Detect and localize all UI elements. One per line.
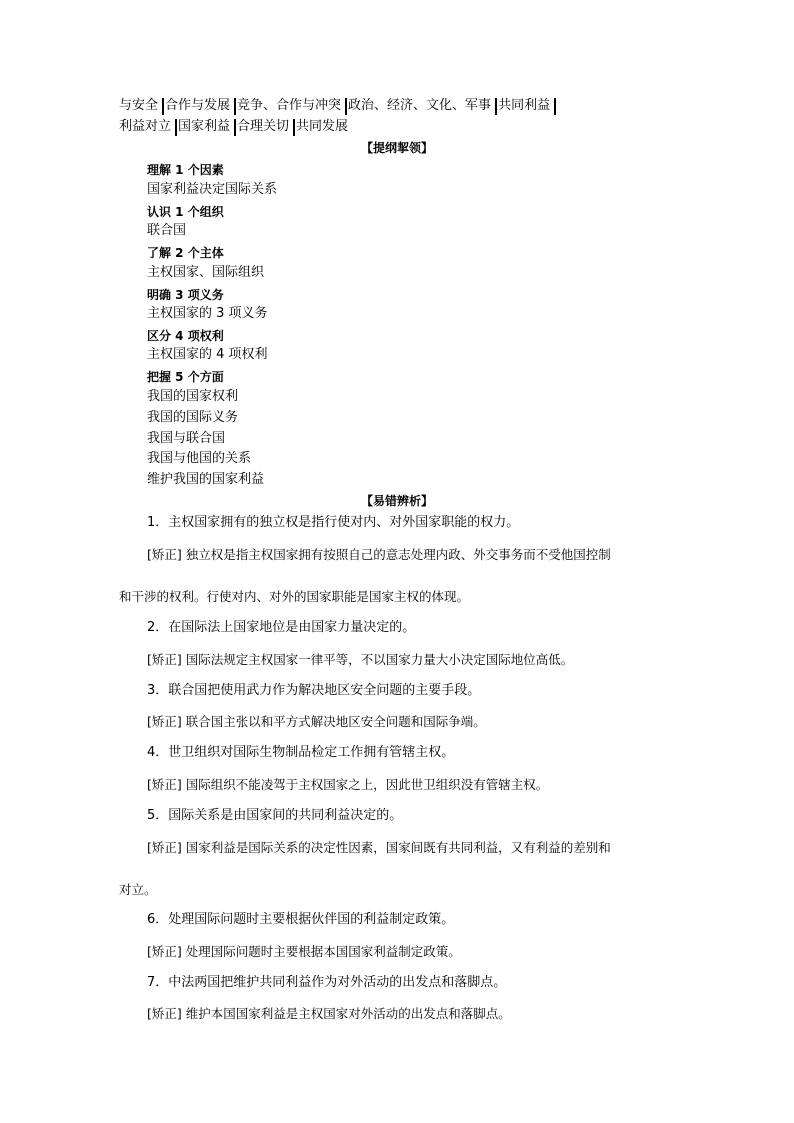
error-question: 4．世卫组织对国际生物制品检定工作拥有管辖主权。 bbox=[147, 745, 455, 760]
correction-line bbox=[147, 944, 461, 960]
correction-line bbox=[147, 714, 486, 730]
section-title-outline: 【提纲挈领】 bbox=[360, 141, 433, 155]
outline-head: 认识 1 个组织 bbox=[147, 205, 224, 219]
correction-tag: [矫正] bbox=[147, 652, 182, 667]
correction-text: 国际法规定主权国家一律平等，不以国家力量大小决定国际地位高低。 bbox=[185, 652, 574, 667]
blank-box-icon bbox=[162, 98, 164, 115]
correction-continuation: 对立。 bbox=[119, 882, 157, 897]
keyword: 国家利益 bbox=[178, 119, 231, 134]
correction-text: 独立权是指主权国家拥有按照自己的意志处理内政、外交事务而不受他国控制 bbox=[185, 547, 611, 562]
outline-body: 国家利益决定国际关系 bbox=[147, 182, 278, 197]
blank-box-icon bbox=[175, 119, 177, 136]
correction-text: 国际组织不能凌驾于主权国家之上，因此世卫组织没有管辖主权。 bbox=[185, 777, 549, 792]
correction-line bbox=[147, 547, 611, 563]
outline-body: 主权国家的 4 项权利 bbox=[147, 347, 268, 362]
correction-text: 国家利益是国际关系的决定性因素，国家间既有共同利益，又有利益的差别和 bbox=[185, 840, 611, 855]
correction-line bbox=[147, 840, 611, 856]
blank-box-icon bbox=[554, 98, 556, 115]
error-question: 7．中法两国把维护共同利益作为对外活动的出发点和落脚点。 bbox=[147, 975, 507, 990]
keyword: 政治、经济、文化、军事 bbox=[348, 98, 492, 113]
outline-body: 我国的国际义务 bbox=[147, 410, 239, 425]
outline-body: 维护我国的国家利益 bbox=[147, 472, 265, 487]
outline-head: 明确 3 项义务 bbox=[147, 288, 224, 302]
outline-body: 主权国家、国际组织 bbox=[147, 265, 265, 280]
outline-body: 我国与他国的关系 bbox=[147, 451, 252, 466]
error-question: 1．主权国家拥有的独立权是指行使对内、对外国家职能的权力。 bbox=[147, 515, 520, 530]
correction-tag: [矫正] bbox=[147, 777, 182, 792]
correction-tag: [矫正] bbox=[147, 944, 182, 959]
outline-head: 理解 1 个因素 bbox=[147, 163, 224, 177]
correction-line bbox=[147, 1006, 511, 1022]
outline-body: 我国与联合国 bbox=[147, 431, 226, 446]
blank-box-icon bbox=[345, 98, 347, 115]
correction-tag: [矫正] bbox=[147, 1006, 182, 1021]
keywords-line-2 bbox=[119, 119, 348, 135]
correction-line bbox=[147, 777, 548, 793]
keyword: 利益对立 bbox=[119, 119, 172, 134]
blank-box-icon bbox=[293, 119, 295, 136]
error-question: 2．在国际法上国家地位是由国家力量决定的。 bbox=[147, 620, 416, 635]
keyword: 竞争、合作与冲突 bbox=[237, 98, 342, 113]
correction-text: 维护本国国家利益是主权国家对外活动的出发点和落脚点。 bbox=[185, 1006, 511, 1021]
outline-body: 我国的国家权利 bbox=[147, 389, 239, 404]
blank-box-icon bbox=[234, 98, 236, 115]
keyword: 合理关切 bbox=[237, 119, 290, 134]
outline-head: 把握 5 个方面 bbox=[147, 370, 224, 384]
keyword: 合作与发展 bbox=[165, 98, 231, 113]
outline-body: 主权国家的 3 项义务 bbox=[147, 306, 268, 321]
keyword: 与安全 bbox=[119, 98, 159, 113]
blank-box-icon bbox=[234, 119, 236, 136]
error-question: 5．国际关系是由国家间的共同利益决定的。 bbox=[147, 808, 403, 823]
blank-box-icon bbox=[495, 98, 497, 115]
correction-line bbox=[147, 652, 573, 668]
correction-tag: [矫正] bbox=[147, 714, 182, 729]
correction-continuation: 和干涉的权利。行使对内、对外的国家职能是国家主权的体现。 bbox=[119, 589, 470, 604]
keyword: 共同利益 bbox=[498, 98, 551, 113]
outline-body: 联合国 bbox=[147, 223, 187, 238]
error-question: 3．联合国把使用武力作为解决地区安全问题的主要手段。 bbox=[147, 683, 481, 698]
correction-text: 处理国际问题时主要根据本国国家利益制定政策。 bbox=[185, 944, 461, 959]
outline-head: 了解 2 个主体 bbox=[147, 246, 224, 260]
keyword: 共同发展 bbox=[296, 119, 349, 134]
section-title-errors: 【易错辨析】 bbox=[360, 494, 433, 508]
correction-text: 联合国主张以和平方式解决地区安全问题和国际争端。 bbox=[185, 714, 486, 729]
outline-head: 区分 4 项权利 bbox=[147, 329, 224, 343]
correction-tag: [矫正] bbox=[147, 547, 182, 562]
correction-tag: [矫正] bbox=[147, 840, 182, 855]
keywords-line-1 bbox=[119, 98, 557, 114]
error-question: 6．处理国际问题时主要根据伙伴国的利益制定政策。 bbox=[147, 912, 455, 927]
